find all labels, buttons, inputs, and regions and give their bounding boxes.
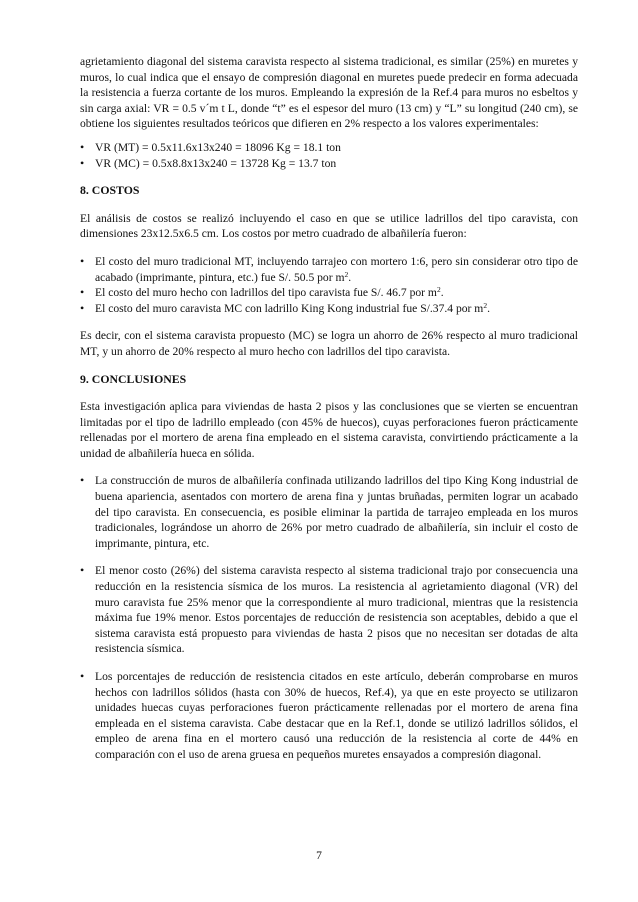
cost-item-text: El costo del muro caravista MC con ladrillo King Kong industrial fue S/.37.4 por m — [95, 301, 484, 315]
conclusion-item: • El menor costo (26%) del sistema caravista respecto al sistema tradicional trajo por consecuencia una reducción en la resistencia sísmica de los muros. La resistencia al agrietamiento diagonal (VR) del muro caravista fue 25% menor que la correspondiente al muro tradicional, mientras que la resistencia máxima fue 19% menor. Estos porcentajes de reducción de resistencia son aceptables, debido a que el sistema caravista está propuesto para viviendas de hasta 2 pisos que no necesitan ser dotadas de alta resistencia sísmica. — [80, 563, 578, 657]
costos-paragraph: El análisis de costos se realizó incluyendo el caso en que se utilice ladrillos del tipo caravista, con dimensiones 23x12.5x6.5 cm. Los costos por metro cuadrado de albañilería fueron: — [80, 211, 578, 241]
formula-item: • VR (MC) = 0.5x8.8x13x240 = 13728 Kg = 13.7 ton — [80, 156, 578, 172]
costos-closing-paragraph: Es decir, con el sistema caravista propuesto (MC) se logra un ahorro de 26% respecto al muro tradicional MT, y un ahorro de 20% respecto al muro hecho con ladrillos del tipo caravista. — [80, 329, 578, 358]
cost-item-tail: . — [348, 270, 352, 284]
superscript: 2 — [436, 285, 441, 295]
document-body — [80, 54, 578, 763]
conclusion-item: • Los porcentajes de reducción de resistencia citados en este artículo, deberán comprobarse en muros hechos con ladrillos sólidos (hasta con 30% de huecos, Ref.4), ya que en este proyecto se utilizaron unidades huecas cuyas perforaciones fueron prácticamente rellenadas por el mortero de arena fina empleada en el sistema caravista. Cabe destacar que en la Ref.1, donde se utilizó ladrillos sólidos, el empleo de arena fina en el mortero causó una reducción de la resistencia al corte de 44% en comparación con el uso de arena gruesa en pequeños muretes ensayados a compresión diagonal. — [80, 669, 578, 763]
conclusiones-paragraph: Esta investigación aplica para viviendas de hasta 2 pisos y las conclusiones que se vierten se encuentran limitadas por el tipo de ladrillo empleado (con 45% de huecos), cuyas perforaciones fueron prácticamente rellenadas por el mortero de arena fina empleado en el sistema caravista, convirtiendo prácticamente a la unidad de albañilería hueca en sólida. — [80, 400, 578, 460]
superscript: 2 — [344, 269, 349, 279]
conclusiones-list — [80, 473, 578, 762]
cost-item-text: El costo del muro tradicional MT, incluyendo tarrajeo con mortero 1:6, pero sin considerar otro tipo de acabado (imprimante, pintura, etc.) fue S/. 50.5 por m — [95, 254, 578, 284]
cost-item — [80, 254, 578, 285]
conclusion-item: • La construcción de muros de albañilería confinada utilizando ladrillos del tipo King Kong industrial de buena apariencia, asentados con mortero de arena fina y juntas bruñadas, permiten lograr un acabado del tipo caravista. En consecuencia, es posible eliminar la partida de tarrajeo empleada en los muros tradicionales, lográndose un ahorro de 26% por metro cuadrado de albañilería, sin incluir el costo de imprimante, pintura, etc. — [80, 473, 578, 551]
section-heading-conclusiones: 9. CONCLUSIONES — [80, 371, 187, 386]
superscript: 2 — [483, 300, 488, 310]
costos-list — [80, 254, 578, 316]
cost-item-tail: . — [440, 286, 444, 300]
formula-list — [80, 140, 578, 171]
formula-item: • VR (MT) = 0.5x11.6x13x240 = 18096 Kg = 18.1 ton — [80, 140, 578, 156]
section-heading-costos: 8. COSTOS — [80, 183, 140, 198]
cost-item-text: El costo del muro hecho con ladrillos del tipo caravista fue S/. 46.7 por m — [95, 286, 437, 300]
page-number: 7 — [316, 849, 322, 862]
cost-item — [80, 301, 578, 317]
intro-paragraph: agrietamiento diagonal del sistema caravista respecto al sistema tradicional, es similar (25%) en muretes y muros, lo cual indica que el ensayo de compresión diagonal en muretes puede predecir en forma adecuada la resistencia a fuerza cortante de los muros. Empleando la expresión de la Ref.4 para muros no esbeltos y sin carga axial: VR = 0.5 v´m t L, donde “t” es el espesor del muro (13 cm) y “L” su longitud (240 cm), se obtiene los siguientes resultados teóricos que difieren en 2% respecto a los valores experimentales: — [80, 55, 578, 131]
cost-item-tail: . — [487, 301, 490, 315]
cost-item — [80, 285, 578, 301]
